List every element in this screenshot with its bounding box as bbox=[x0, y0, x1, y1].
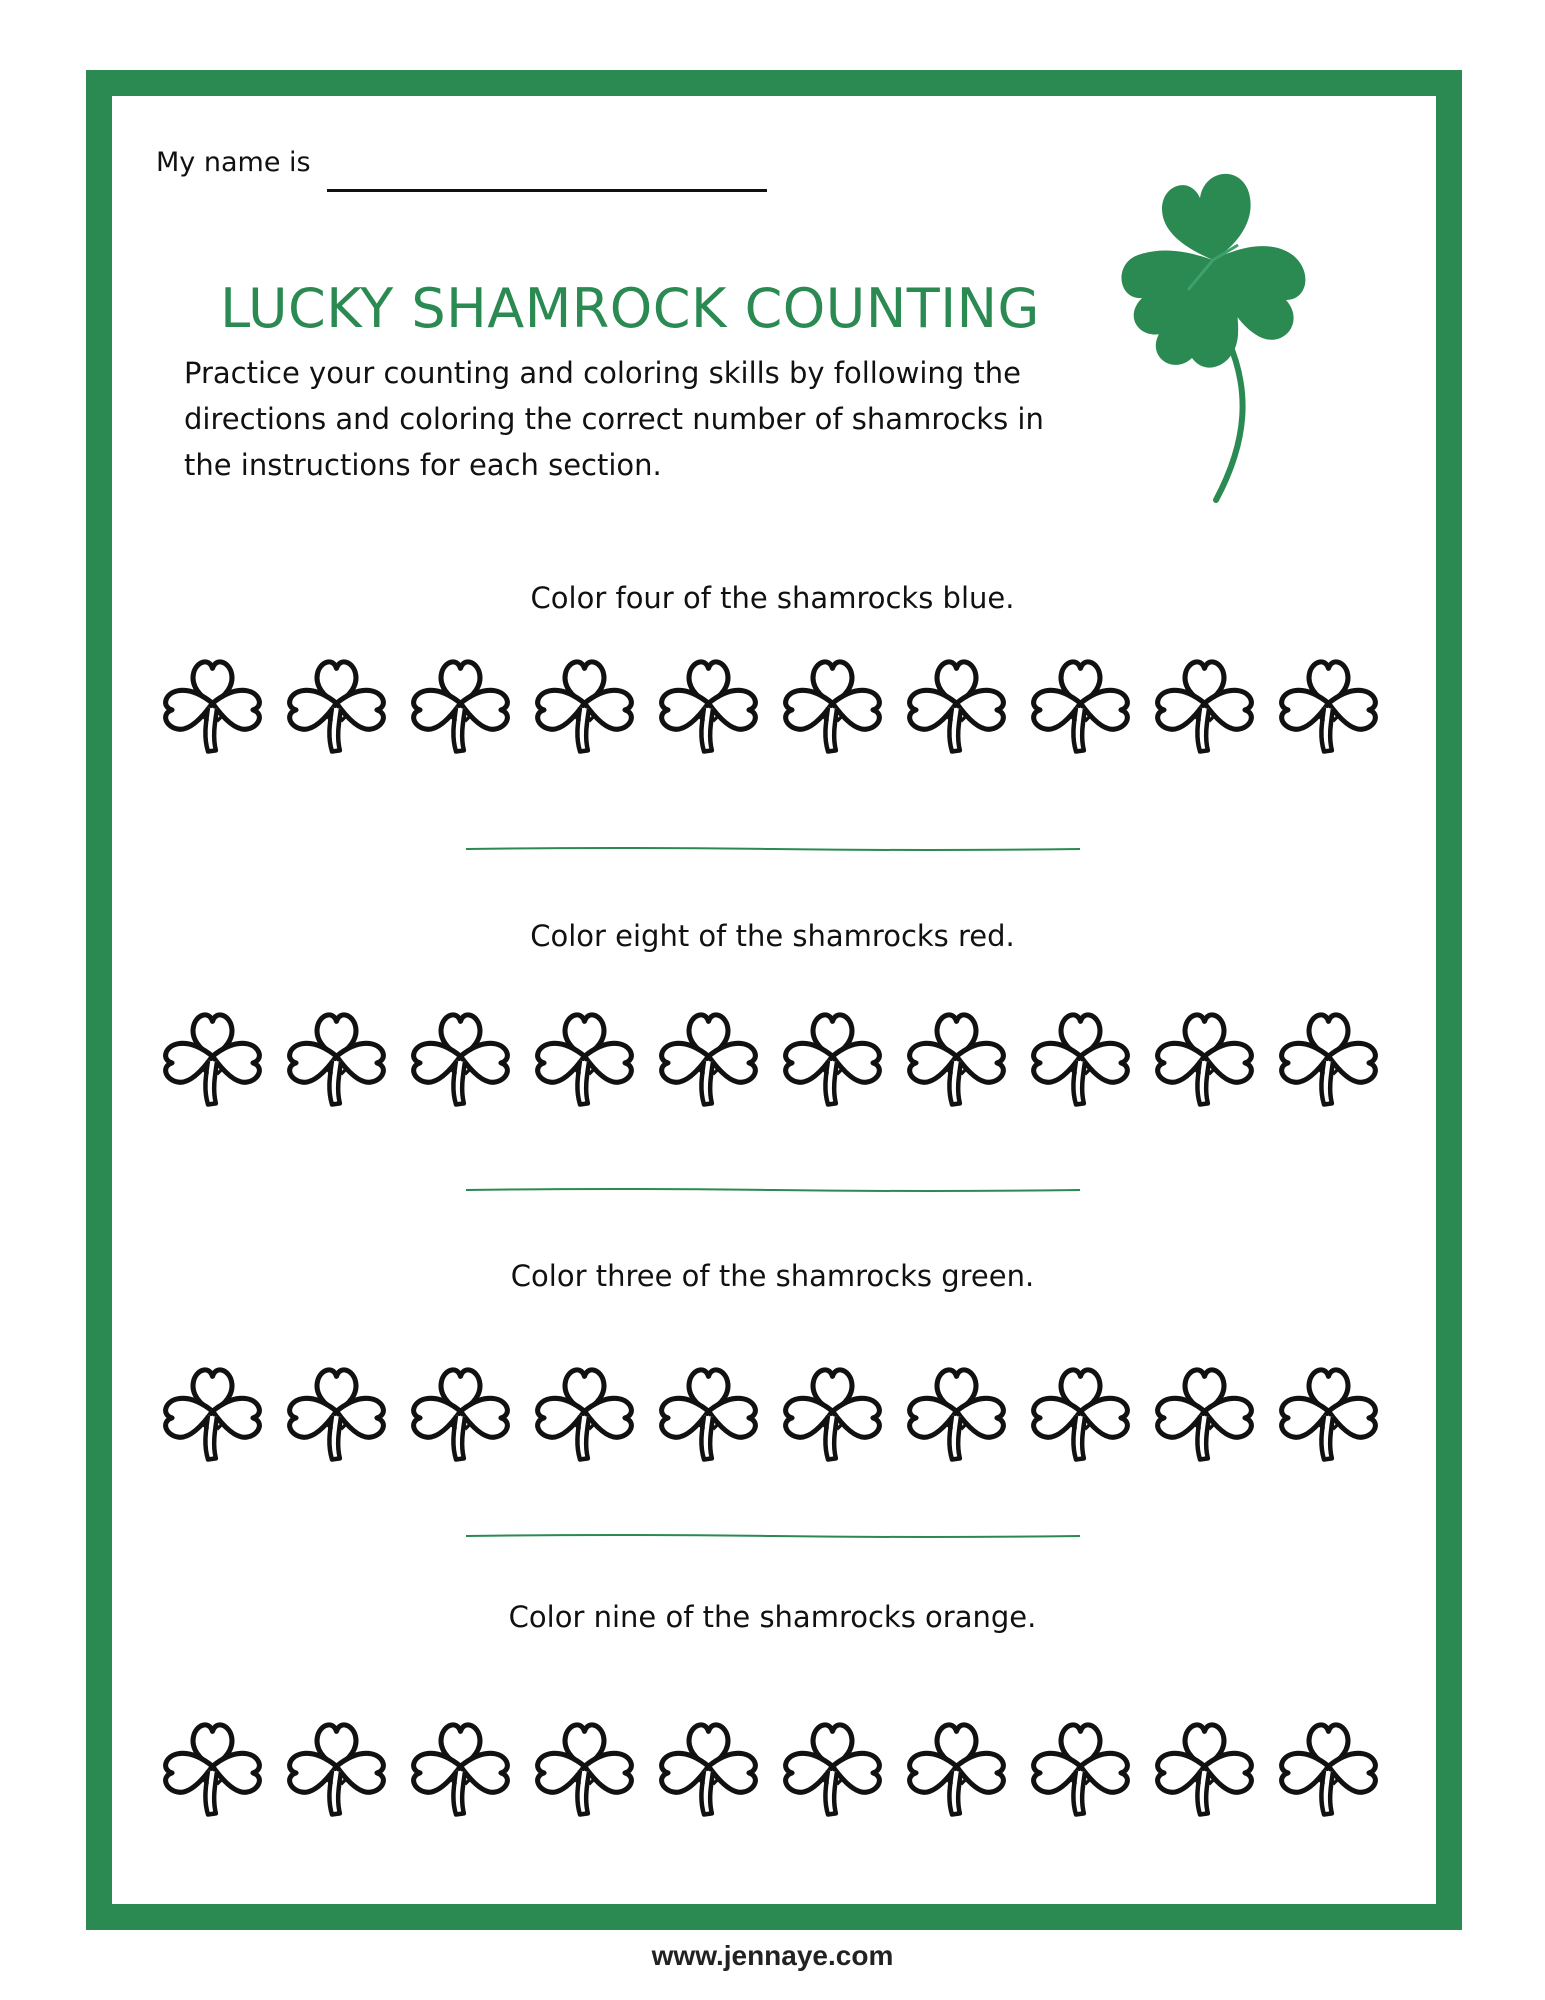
section-2-instruction: Color eight of the shamrocks red. bbox=[530, 919, 1015, 953]
shamrock-outline-icon[interactable] bbox=[1024, 1000, 1137, 1118]
shamrock-outline-icon[interactable] bbox=[1148, 1000, 1261, 1118]
shamrock-outline-icon[interactable] bbox=[652, 647, 765, 765]
shamrock-outline-icon[interactable] bbox=[156, 1355, 269, 1473]
name-row bbox=[156, 146, 767, 180]
shamrock-outline-icon[interactable] bbox=[156, 1710, 269, 1828]
shamrock-outline-icon[interactable] bbox=[1024, 1710, 1137, 1828]
shamrock-outline-icon[interactable] bbox=[404, 1000, 517, 1118]
shamrock-outline-icon[interactable] bbox=[528, 647, 641, 765]
section-1-instruction: Color four of the shamrocks blue. bbox=[530, 581, 1015, 615]
section-4-instruction: Color nine of the shamrocks orange. bbox=[508, 1600, 1037, 1634]
shamrock-outline-icon[interactable] bbox=[1148, 647, 1261, 765]
shamrock-row-4 bbox=[156, 1710, 1385, 1828]
shamrock-outline-icon[interactable] bbox=[1148, 1710, 1261, 1828]
shamrock-row-1 bbox=[156, 647, 1385, 765]
section-3-instruction: Color three of the shamrocks green. bbox=[510, 1259, 1035, 1293]
shamrock-outline-icon[interactable] bbox=[776, 647, 889, 765]
shamrock-outline-icon[interactable] bbox=[652, 1000, 765, 1118]
shamrock-outline-icon[interactable] bbox=[1272, 647, 1385, 765]
shamrock-outline-icon[interactable] bbox=[1272, 1355, 1385, 1473]
name-label: My name is bbox=[156, 147, 311, 178]
shamrock-outline-icon[interactable] bbox=[1024, 647, 1137, 765]
section-divider-3 bbox=[466, 1532, 1080, 1540]
worksheet-intro: Practice your counting and coloring skills by following the directions and coloring the correct number of shamrocks in the instructions for each section. bbox=[184, 356, 1044, 482]
shamrock-outline-icon[interactable] bbox=[156, 647, 269, 765]
four-leaf-clover-icon bbox=[1078, 140, 1358, 520]
footer-url: www.jennaye.com bbox=[651, 1940, 894, 1971]
shamrock-outline-icon[interactable] bbox=[900, 1000, 1013, 1118]
shamrock-outline-icon[interactable] bbox=[776, 1000, 889, 1118]
section-divider-1 bbox=[466, 845, 1080, 853]
shamrock-outline-icon[interactable] bbox=[528, 1355, 641, 1473]
shamrock-row-2 bbox=[156, 1000, 1385, 1118]
shamrock-outline-icon[interactable] bbox=[652, 1355, 765, 1473]
shamrock-outline-icon[interactable] bbox=[280, 1000, 393, 1118]
shamrock-outline-icon[interactable] bbox=[776, 1355, 889, 1473]
shamrock-outline-icon[interactable] bbox=[900, 1355, 1013, 1473]
shamrock-outline-icon[interactable] bbox=[404, 1710, 517, 1828]
shamrock-outline-icon[interactable] bbox=[280, 1710, 393, 1828]
shamrock-outline-icon[interactable] bbox=[404, 1355, 517, 1473]
shamrock-outline-icon[interactable] bbox=[900, 1710, 1013, 1828]
shamrock-outline-icon[interactable] bbox=[1272, 1000, 1385, 1118]
shamrock-outline-icon[interactable] bbox=[900, 647, 1013, 765]
shamrock-row-3 bbox=[156, 1355, 1385, 1473]
section-divider-2 bbox=[466, 1186, 1080, 1194]
shamrock-outline-icon[interactable] bbox=[528, 1000, 641, 1118]
shamrock-outline-icon[interactable] bbox=[652, 1710, 765, 1828]
shamrock-outline-icon[interactable] bbox=[1148, 1355, 1261, 1473]
shamrock-outline-icon[interactable] bbox=[280, 647, 393, 765]
shamrock-outline-icon[interactable] bbox=[404, 647, 517, 765]
name-field-line[interactable] bbox=[327, 189, 767, 192]
shamrock-outline-icon[interactable] bbox=[776, 1710, 889, 1828]
shamrock-outline-icon[interactable] bbox=[156, 1000, 269, 1118]
shamrock-outline-icon[interactable] bbox=[1272, 1710, 1385, 1828]
shamrock-outline-icon[interactable] bbox=[528, 1710, 641, 1828]
shamrock-outline-icon[interactable] bbox=[1024, 1355, 1137, 1473]
shamrock-outline-icon[interactable] bbox=[280, 1355, 393, 1473]
worksheet-title: LUCKY SHAMROCK COUNTING bbox=[220, 277, 1040, 340]
